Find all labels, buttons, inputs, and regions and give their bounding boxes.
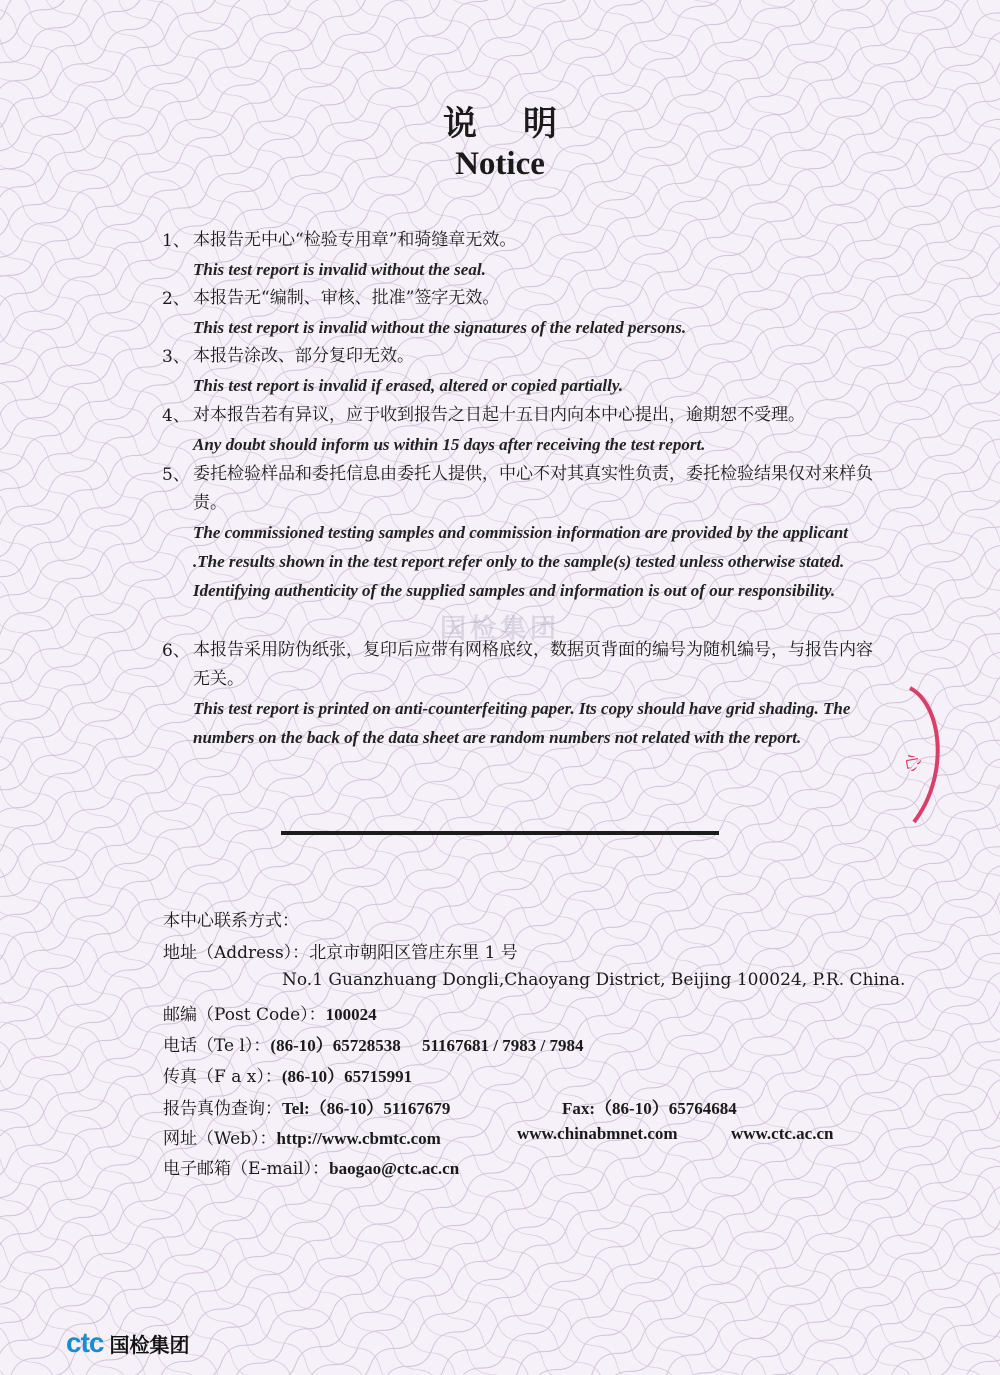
notice-item-3 bbox=[162, 342, 892, 400]
item-text-chinese: 本报告无中心“检验专用章”和骑缝章无效。 bbox=[193, 230, 517, 250]
contact-email bbox=[163, 1154, 459, 1179]
item-text-chinese: 委托检验样品和委托信息由委托人提供，中心不对其真实性负责，委托检验结果仅对来样负责。 bbox=[193, 464, 873, 513]
item-number: 1、 bbox=[162, 231, 190, 251]
ctc-logo-mark: ctc bbox=[66, 1327, 104, 1358]
item-text-chinese: 对本报告若有异议，应于收到报告之日起十五日内向本中心提出，逾期恕不受理。 bbox=[193, 405, 805, 425]
email-value[interactable]: baogao@ctc.ac.cn bbox=[329, 1159, 460, 1178]
verification-tel: Tel:（86-10）51167679 bbox=[282, 1099, 451, 1118]
item-text-english: The commissioned testing samples and commission information are provided by the applicant .The results shown in the test report refer only to the sample(s) tested unless otherwise stated. Identifying authenticity of the supplied samples and information is out of our responsibility. bbox=[193, 523, 848, 600]
item-text-english: Any doubt should inform us within 15 days after receiving the test report. bbox=[193, 435, 706, 454]
fax-value: (86-10）65715991 bbox=[281, 1067, 413, 1086]
watermark-text: 国检集团 bbox=[440, 614, 561, 644]
website-link-3[interactable]: www.ctc.ac.cn bbox=[731, 1124, 834, 1143]
item-number: 3、 bbox=[162, 347, 190, 367]
website-3 bbox=[731, 1124, 833, 1144]
item-text-english: This test report is printed on anti-counterfeiting paper. Its copy should have grid shading. The numbers on the back of the data sheet are random numbers not related with the report. bbox=[193, 699, 851, 747]
section-divider bbox=[281, 831, 719, 835]
ctc-logo-name: 国检集团 bbox=[109, 1332, 190, 1357]
contact-fax bbox=[163, 1062, 412, 1087]
telephone-label: 电话（Te l）： bbox=[163, 1036, 271, 1056]
item-number: 2、 bbox=[162, 289, 190, 309]
address-chinese: 北京市朝阳区管庄东里 1 号 bbox=[309, 943, 518, 963]
website-label: 网址（Web）： bbox=[163, 1129, 277, 1149]
contact-website bbox=[163, 1124, 441, 1149]
item-number: 6、 bbox=[162, 641, 190, 661]
svg-text:心: 心 bbox=[900, 751, 925, 774]
contact-heading: 本中心联系方式： bbox=[163, 911, 299, 931]
item-text-english: This test report is invalid without the signatures of the related persons. bbox=[193, 318, 687, 337]
fax-label: 传真（F a x）： bbox=[163, 1067, 282, 1087]
item-text-english: This test report is invalid without the seal. bbox=[193, 260, 486, 279]
post-code-value: 100024 bbox=[325, 1005, 377, 1024]
contact-post-code bbox=[163, 1000, 377, 1025]
website-2 bbox=[517, 1124, 678, 1144]
email-label: 电子邮箱（E-mail）： bbox=[163, 1159, 330, 1179]
item-text-chinese: 本报告采用防伪纸张，复印后应带有网格底纹，数据页背面的编号为随机编号，与报告内容无关。 bbox=[193, 640, 873, 689]
title-english: Notice bbox=[455, 146, 545, 182]
contact-address bbox=[163, 938, 518, 963]
notice-item-2 bbox=[162, 284, 892, 342]
address-english: No.1 Guanzhuang Dongli,Chaoyang District, Beijing 100024, P.R. China. bbox=[282, 970, 906, 990]
website-link-2[interactable]: www.chinabmnet.com bbox=[517, 1124, 678, 1143]
notice-item-6 bbox=[162, 636, 882, 752]
verification-fax bbox=[562, 1094, 737, 1119]
item-text-chinese: 本报告涂改、部分复印无效。 bbox=[193, 346, 414, 366]
contact-verification bbox=[163, 1094, 450, 1119]
ctc-logo bbox=[66, 1328, 189, 1358]
telephone-value: (86-10）65728538 51167681 / 7983 / 7984 bbox=[270, 1036, 584, 1055]
verification-fax-value: Fax:（86-10）65764684 bbox=[562, 1099, 737, 1118]
notice-item-1 bbox=[162, 226, 892, 284]
red-seal-stamp bbox=[882, 680, 952, 830]
notice-item-4 bbox=[162, 401, 902, 459]
contact-telephone bbox=[163, 1031, 584, 1056]
verification-label: 报告真伪查询： bbox=[163, 1099, 282, 1119]
post-code-label: 邮编（Post Code）： bbox=[163, 1005, 326, 1025]
website-link-1[interactable]: http://www.cbmtc.com bbox=[276, 1129, 441, 1148]
notice-item-5 bbox=[162, 460, 882, 605]
item-number: 4、 bbox=[162, 406, 190, 426]
item-number: 5、 bbox=[162, 465, 190, 485]
item-text-chinese: 本报告无“编制、审核、批准”签字无效。 bbox=[193, 288, 500, 308]
address-label: 地址（Address）： bbox=[163, 943, 310, 963]
item-text-english: This test report is invalid if erased, altered or copied partially. bbox=[193, 376, 624, 395]
title-chinese: 说明 bbox=[443, 104, 603, 144]
